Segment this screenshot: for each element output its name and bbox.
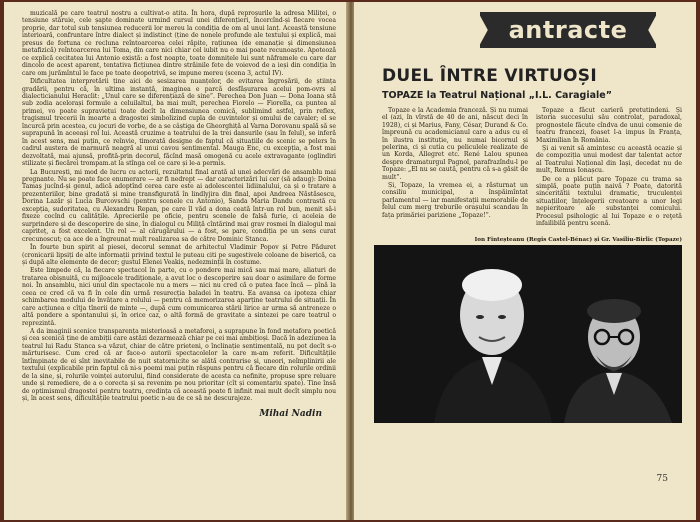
left-paragraph-2: Dificultatea interpretării ține aici de sesizarea nuanțelor, de evitarea îngroșării, de știința gradării, pentru că, în ultima instanță, imaginea e parcă desfășurarea acelui pom-ovrs al dialecticianului Heraclit: „Unul care se diferențiază de sine”. Perechea Don Juan — Dona Ioana stă sub zodia acelorași formule a celuilaltul, ba mai mult, perechea Fiorelo — Fiorella, ca puntea al primei, vo poate supraviețui toate decît la dimensiunea comică, sublimind astfel, prin reflex, tragismul trecerii în moarte a dragostei simbolizind cupla de cuvintelor și omului de cavaler; el se încurcă prin acestea, cu jocuri de vorbe, de a se câștiga de Gheorghiță al Varna Dorovanu spală să se suprapună în aceeași rol lui. Această cruzime a teatrului de la trei dansurile (sau în felul), se inferă în acest sens, mai puțin, ce reînvie, timorată designe de faptul că situațiile de scenic se pelers în cadrul austera de marmură neagră al unui cavou sentimental. Mauga Enc, cu excepția, a fost mai dezvoltată, mai ajunsă, profită-prin decorul, făcînd masă omogenă cu acele extravagante (oglindiri stilizate și fiecărei trompam.at la stînga cel ce care și le-a permis.: [22, 78, 336, 168]
actors-photo-illustration: [374, 245, 682, 423]
left-paragraph-6: A da imaginii scenice transparența misterioasă a metaforei, a suprapune în fond metafora poetică și cea scenică ține de ambiții care astăzi dezarmează chiar pe cei mai ambițioși. Dacă în adeziunea la teatrul lui Radu Stanca s-a văzut, chiar de către prieteni, o înclinație sentimentală, nu pot decît s-o mărturisesc. Cum cred că ar face-o autorii spectacolelor la care m-am referit. Dificultățile întîmpinate de ei sînt inevitabile de nuit statornicite se alătă contrarise și, uneori, neîmplinirii ale textului (explicabile prin faptul că ni-s poemi mai puțin răspuns pentru că fiecare din rolurile ordinii de la sine, și, rolurile voinței autorului, fiind considerate de acesta ca nefinite, propuse spre reluare unde și remediere, de a o corecta și sa revenim pe nou prioritar (cît și comentariu spate). Tine însă de optimismul dragostei pentru teatru, credința că această poate fi infinit mai mult decît simplu nou și, în acest sens, dificultățile teatrului poetic n-au de ce să ne descurajeze.: [22, 328, 336, 403]
author-signature: Mihai Nadin: [259, 408, 322, 419]
section-banner-text: antracte: [508, 16, 628, 44]
left-paragraph-4: În fourte bun spirit al piesei, decorul semnat de arhitectul Vladimir Popov și Petre Păduret (cronicarii lipsiți de alte informații privind textul le puteau citi pe sugestivele coloane de biserică, ca și după alte elemente de decor; gustul Elenei Veakis, nedezminții în costume.: [22, 244, 336, 266]
section-banner: [480, 12, 656, 48]
column-2-paragraph-2: Și ai venit să amintesc cu această ocazie și de compoziția unui modest dar talentat actor al Teatrului Național din Iași, decedat nu de mult, Remus Ionașcu.: [536, 145, 682, 175]
left-paragraph-1: muzicală pe care teatrul nostru a cultivat-o atita. În hora, după reproșurile la adresa Miliței, o tensiune stăruie, cele șapte dominate urmind cursul unei diferențieri, încercînd-și fiecare vocea proprie, dar totul sub tensiunea reducerii lor mereu la condiția de om al unui lanț. Această tensiune interioară, confruntare între dialect și indistinct (ține de nonele profunde ale textului și explică, mai presus de fortuna ce recluna reîntoarcerea celei răpite, rațiunea (de emanație și dimensiunea metafizică) reîntoarcerea lui Toma, din care nici chiar cel iubit nu o mai poate recunoaște. Apoteoză ce explică cecitatea lui Antonio există: a fost noapte, toate domnițele lui sunt năframele cu care dar dincolo de acest aparent, tentativa ficțiunea dintre străinile fete de voievod de a ieși din condiția în care om jurămîntul le face pe toate deopotrivă, se impune mereu (scena 3, actul IV).: [22, 10, 336, 77]
article-column-1: [382, 107, 528, 229]
article-title: DUEL ÎNTRE VIRTUOȘI: [382, 66, 597, 86]
column-1-paragraph-2: Și, Topaze, la vremea ei, a răsturnat un consiliu municipal, a înspăimîntat parlamentul — iar manifestații memorabile de felul cum merg treburile orașului scandau în fața primăriei pariziene „Topaze!”.: [382, 182, 528, 219]
actors-photo: [374, 245, 682, 423]
article-column-2: [536, 107, 682, 229]
article-columns: [382, 107, 682, 229]
column-2-paragraph-1: Topaze a făcut carieră pretutindeni. Și istoria succesului său controlat, paradoxal, prognostele făcute cîndva de unui comenie de teatru francezi, foaset l-a impus în Franța, Maximilian în România.: [536, 107, 682, 144]
photo-caption: Ion Finteșteanu (Regis Castel-Bénac) și Gr. Vasiliu-Birlic (Topaze): [474, 236, 682, 243]
left-paragraph-3: La București, mi mod de lucru cu actorii, rezultatul final arată al unei adecvări de ansamblu mai pregnante. Nu se poate face enumerare — ar fi nedrept — dar caracterizări lui cer (să adaug): Doina Tamaș jucînd-și genul, adică adoptînd cerea care este ai adolescentei lidiinalului, ca și o tratare a prezenteriilor, bine gradată și mine transfigurată în lindlyjira din final, apoi Andreea Năstăsescu, Dorina Lazăr și Lucia Burcovschi (pentru scenele cu Antonio), Sanda Maria Dandu contrastă cu excepția, sudoritatea, cu Alexandru Repan, pe care îl văd a dona ceată într-un rol bun, menit să-i fixeze cocînd cu calitățile. Aprecierile pe oficie, pentru scenele de falsă furie, ci aceleia de surprindere și de descoperire de sine, în dialogul cu Miliță cîntărind mai grav rosmei în dialogul mai capriteț, a fost excelent. Un rol — al cărugărului — a fost, se pare, condiția pe un sens curat crecunoscut; ca ace de a îngreunat mult realizarea sa de către Dominic Stanca.: [22, 168, 336, 243]
article-subtitle: TOPAZE la Teatrul Național „I.L. Caragiale”: [382, 90, 612, 101]
magazine-spread: [4, 2, 696, 520]
column-1-paragraph-1: Topaze e la Academia franceză. Și nu numai el (azi, în vîrstă de 40 de ani, născut deci în 1928), ci și Marius, Fany, César, Durand & Co. împreună cu academicianul care a adus cu el în ilustra instituție, nu numai bicornul și pelerina, ci și cutia cu peliculele realizate de un Korda, Allegret etc. René Lalou spunea despre dramaturgul Pagnol, parafrazîndu-l pe Topaze: „El nu se caută, pentru că s-a găsit de mult”.: [382, 107, 528, 181]
column-2-paragraph-3: De ce a plăcut pare Topaze cu trama sa simplă, poate puțin naivă ? Poate, datorită sinceritătii textului dramatic, truculenței situațiilor, înțelegerii creatoare a unor legi nepieritoare ale substanței comicului. Procesul psihologic al lui Topaze e o reţetă infailibilă pentru scenă.: [536, 175, 682, 228]
page-number: 75: [656, 474, 668, 484]
right-page: [354, 2, 696, 520]
left-paragraph-5: Este limpede că, la fiecare spectacol în parte, cu o pondere mai mică sau mai mare, aliaturi de tratarea obișnuită, cu mijloacele tradiționale, a avut loc o descoperire sau doar o asimilare de forme noi. În ansamblu, nici unul din spectacole nu a mers — nici nu cred că o putea face încă — pînă la ceea ce cred că va fi în cele din urmă resurecția baladei în teatru. Ea avansa ca ipoteza chiar schimbarea modului de învățare a rolului — pentru că memorizarea aparține teatrului de situații. În care acțiunea e cîtja tînerii de minte —, după cum comunicarea stării lirice ar urma să antreneze o altă pondere a spontanului și, în orice caz, o altă formă de gravitate a sintezei pe care teatrul o reprezintă.: [22, 267, 336, 327]
left-page: [4, 2, 348, 520]
